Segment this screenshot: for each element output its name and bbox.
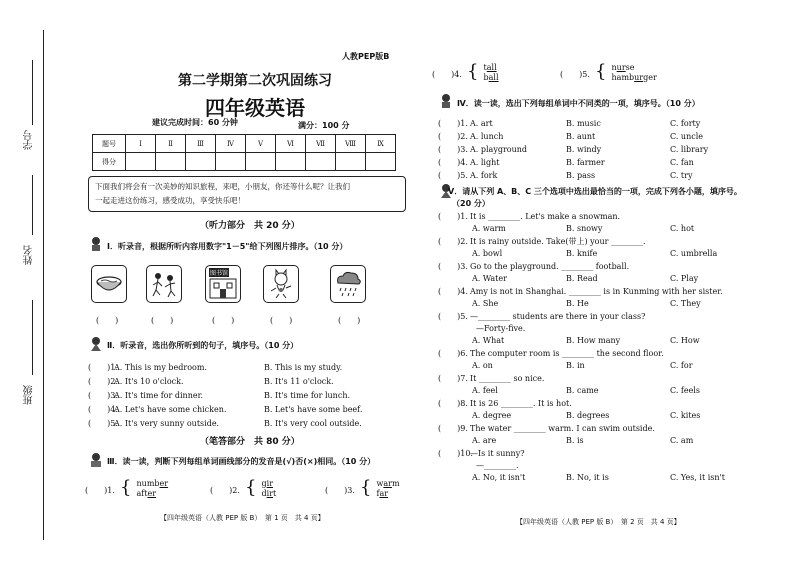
score-cell[interactable] — [336, 153, 366, 171]
q5-stem: The water ________ warm. I can swim outside. — [470, 424, 655, 433]
q3-item-number[interactable]: ( )3. — [325, 486, 355, 495]
picture-kids-playing — [146, 265, 182, 303]
q5-item-number[interactable]: ( )1. — [438, 212, 468, 221]
q5-option-a: A. feel — [472, 386, 498, 395]
q5-option-a: A. are — [472, 436, 497, 445]
q4-option-c: C. forty — [670, 119, 701, 128]
q5-option-c: C. They — [670, 299, 701, 308]
word: hamburger — [611, 72, 657, 82]
q5-stem: It is 26 ________. It is hot. — [470, 399, 572, 408]
score-table-row-label: 得分 — [93, 153, 126, 171]
q4-option-b: B. pass — [566, 171, 596, 180]
q5-item-number[interactable]: ( )10. — [438, 449, 473, 458]
q5-option-c: C. Yes, it isn't — [670, 473, 725, 482]
q5-stem: It is rainy outside. Take(带上) your ________. — [470, 237, 646, 246]
score-cell[interactable] — [156, 153, 186, 171]
q5-option-c: C. umbrella — [670, 249, 718, 258]
word: far — [376, 488, 389, 498]
banner-line-1: 下面我们将会有一次美妙的知识旅程，来吧，小朋友，你还等什么呢？让我们 — [95, 182, 350, 191]
q2-item-number[interactable]: ( )4. — [88, 405, 118, 414]
q5-option-a: A. warm — [472, 224, 506, 233]
q2-item-number[interactable]: ( )2. — [88, 377, 118, 386]
brace: { — [359, 477, 372, 498]
q5-option-b: B. Read — [566, 274, 598, 283]
score-col: Ⅰ — [126, 135, 156, 153]
score-cell[interactable] — [186, 153, 216, 171]
picture-noodle-bowl — [91, 265, 127, 303]
q5-item-number[interactable]: ( )5. — [438, 312, 468, 321]
word: number — [136, 478, 169, 488]
q4-option-c: C. fan — [670, 158, 694, 167]
picture-cat — [263, 265, 299, 303]
score-col: Ⅳ — [216, 135, 246, 153]
q2-option-b: B. Let's have some beef. — [264, 405, 363, 414]
word-pair — [137, 479, 169, 499]
q5-option-b: B. snowy — [566, 224, 603, 233]
q3-item-number[interactable]: ( )4. — [432, 70, 462, 79]
picture-rain-cloud — [330, 265, 366, 303]
q5-option-c: C. hot — [670, 224, 695, 233]
score-col: Ⅸ — [366, 135, 396, 153]
word: after — [136, 488, 157, 498]
q4-option-b: B. aunt — [566, 132, 596, 141]
q2-item-number[interactable]: ( )1. — [88, 363, 118, 372]
score-table-header-label: 题号 — [93, 135, 126, 153]
q5-score: （20 分） — [452, 199, 490, 208]
exam-title: 第二学期第二次巩固练习 — [178, 73, 332, 89]
q5-option-b: B. in — [566, 361, 585, 370]
score-cell[interactable] — [366, 153, 396, 171]
q2-option-a: A. It's time for dinner. — [114, 391, 204, 400]
picture-library — [205, 265, 241, 303]
score-table — [92, 134, 396, 171]
word-pair — [612, 63, 657, 83]
q3-item-number[interactable]: ( )1. — [85, 486, 115, 495]
q5-item-number[interactable]: ( )8. — [438, 399, 468, 408]
q5-stem-reply: —________. — [476, 461, 519, 470]
q2-option-a: A. It's very sunny outside. — [114, 419, 220, 428]
q4-option-c: C. uncle — [670, 132, 703, 141]
q4-option-b: B. farmer — [566, 158, 605, 167]
q3-item-number[interactable]: ( )2. — [210, 486, 240, 495]
q4-item-number[interactable]: ( )2. — [438, 132, 468, 141]
q4-title: Ⅳ．读一读，选出下列每组单词中不同类的一项，填序号。（10 分） — [457, 99, 700, 108]
q5-item-number[interactable]: ( )7. — [438, 374, 468, 383]
brace: { — [594, 61, 607, 82]
rain-cloud-icon — [331, 266, 365, 302]
binding-line — [43, 30, 44, 540]
q2-item-3 — [88, 391, 408, 401]
q4-option-c: C. library — [670, 145, 709, 154]
q5-item-number[interactable]: ( )6. — [438, 349, 468, 358]
word: dirt — [261, 488, 277, 498]
footer-page-1: 【四年级英语（人教 PEP 版 B） 第 1 页 共 4 页】 — [160, 514, 325, 522]
kids-playing-icon — [147, 266, 181, 302]
q5-item-number[interactable]: ( )2. — [438, 237, 468, 246]
q1-answer-slot-4[interactable]: ( ) — [270, 316, 293, 325]
q5-option-b: B. No, it is — [566, 473, 609, 482]
q4-option-a: A. playground — [470, 145, 528, 154]
noodle-bowl-icon — [92, 266, 126, 302]
q5-option-a: A. degree — [472, 411, 512, 420]
q5-option-b: B. knife — [566, 249, 598, 258]
q2-item-2 — [88, 377, 408, 387]
q2-option-b: B. It's 11 o'clock. — [264, 377, 334, 386]
brace: { — [244, 477, 257, 498]
q5-option-b: B. How many — [566, 336, 621, 345]
q5-option-c: C. kites — [670, 411, 701, 420]
cartoon-cat-icon — [264, 266, 298, 302]
q2-item-4 — [88, 405, 408, 415]
score-cell[interactable] — [276, 153, 306, 171]
q5-option-c: C. How — [670, 336, 700, 345]
word: gir — [261, 478, 274, 488]
subject-title: 四年级英语 — [205, 96, 305, 120]
score-col: Ⅷ — [336, 135, 366, 153]
q4-item-5 — [438, 171, 738, 181]
q5-stem: It ________ so nice. — [470, 374, 545, 383]
q2-option-a: A. This is my bedroom. — [114, 363, 207, 372]
q5-stem: It is ________. Let's make a snowman. — [470, 212, 621, 221]
q2-option-b: B. It's time for lunch. — [264, 391, 351, 400]
q3-item-2 — [210, 478, 276, 499]
q1-answer-slot-5[interactable]: ( ) — [338, 316, 361, 325]
margin-label-student-number: 学号 — [24, 130, 35, 150]
word: nurse — [611, 62, 635, 72]
cartoon-girl-icon — [88, 336, 104, 352]
word-pair — [262, 479, 277, 499]
q2-option-a: A. Let's have some chicken. — [114, 405, 227, 414]
margin-underline-student-number — [32, 60, 33, 125]
q4-option-b: B. music — [566, 119, 601, 128]
q2-item-1 — [88, 363, 408, 373]
q4-item-4 — [438, 158, 738, 168]
score-col: Ⅵ — [276, 135, 306, 153]
q5-stem: —________ students are there in your class? — [470, 312, 646, 321]
margin-underline-class — [32, 300, 33, 375]
q5-option-b: B. He — [566, 299, 589, 308]
writing-heading: （笔答部分 共 80 分） — [200, 437, 300, 447]
q5-option-c: C. Play — [670, 274, 699, 283]
q5-stem: The computer room is ________ the second floor. — [470, 349, 664, 358]
q5-option-a: A. She — [472, 299, 499, 308]
listening-heading: （听力部分 共 20 分） — [200, 221, 300, 231]
banner-line-2: 一起走进这份练习，感受成功，享受快乐吧！ — [95, 196, 245, 205]
q4-option-a: A. fork — [470, 171, 498, 180]
q5-option-b: B. degrees — [566, 411, 610, 420]
time-note: 建议完成时间：60 分钟 — [152, 118, 238, 127]
q5-stem: Amy is not in Shanghai. ________ is in Kunming with her sister. — [470, 287, 723, 296]
q3-item-4 — [432, 62, 499, 83]
q5-option-c: C. feels — [670, 386, 701, 395]
score-col: Ⅴ — [246, 135, 276, 153]
q2-option-b: B. This is my study. — [264, 363, 343, 372]
margin-label-class: 班级 — [24, 385, 35, 405]
q4-option-a: A. lunch — [470, 132, 504, 141]
word: tall — [483, 62, 497, 72]
q5-option-a: A. No, it isn't — [472, 473, 526, 482]
q4-item-number[interactable]: ( )3. — [438, 145, 468, 154]
score-col: Ⅲ — [186, 135, 216, 153]
q5-option-b: B. came — [566, 386, 599, 395]
q4-item-2 — [438, 132, 738, 142]
intro-banner — [88, 176, 406, 212]
edition-tag: 人教PEP版B — [342, 52, 390, 61]
score-cell[interactable] — [216, 153, 246, 171]
q5-stem-reply: —Forty-five. — [476, 324, 526, 333]
margin-underline-name — [32, 175, 33, 235]
q1-answer-slot-3[interactable]: ( ) — [212, 316, 235, 325]
q5-stem: Go to the playground. ________ football. — [470, 262, 630, 271]
q5-title: Ⅴ．请从下列 A、B、C 三个选项中选出最恰当的一项，完成下列各小题，填序号。 — [448, 187, 742, 196]
q5-option-a: A. bowl — [472, 249, 503, 258]
q5-option-a: A. Water — [472, 274, 507, 283]
cartoon-boy-icon — [88, 236, 104, 252]
q4-item-number[interactable]: ( )4. — [438, 158, 468, 167]
q5-item-number[interactable]: ( )4. — [438, 287, 468, 296]
q4-item-1 — [438, 119, 738, 129]
q5-option-c: C. for — [670, 361, 693, 370]
word-pair — [377, 479, 400, 499]
score-col: Ⅱ — [156, 135, 186, 153]
q5-option-b: B. is — [566, 436, 584, 445]
q1-title: Ⅰ．听录音，根据所听内容用数字"1－5"给下列图片排序。（10 分） — [107, 242, 348, 251]
q5-option-a: A. on — [472, 361, 493, 370]
q4-item-3 — [438, 145, 738, 155]
q4-item-number[interactable]: ( )5. — [438, 171, 468, 180]
word-pair — [484, 63, 499, 83]
footer-page-2: 【四年级英语（人教 PEP 版 B） 第 2 页 共 4 页】 — [516, 518, 681, 526]
q3-title: Ⅲ．读一读，判断下列每组单词画线部分的发音是(√)否(×)相同。（10 分） — [107, 457, 376, 466]
score-cell[interactable] — [126, 153, 156, 171]
q2-item-number[interactable]: ( )3. — [88, 391, 118, 400]
q5-option-a: A. What — [472, 336, 505, 345]
brace: { — [466, 61, 479, 82]
q2-item-5 — [88, 419, 408, 429]
q5-item-number[interactable]: ( )3. — [438, 262, 468, 271]
word: warm — [376, 478, 400, 488]
q4-option-a: A. light — [470, 158, 500, 167]
q1-answer-slot-2[interactable]: ( ) — [151, 316, 174, 325]
cartoon-reader-icon — [88, 452, 104, 468]
score-cell[interactable] — [306, 153, 336, 171]
q2-title: Ⅱ．听录音，选出你所听到的句子，填序号。（10 分） — [107, 341, 299, 350]
q4-option-b: B. windy — [566, 145, 602, 154]
q4-option-c: C. try — [670, 171, 693, 180]
full-score: 满分：100 分 — [298, 121, 350, 130]
score-col: Ⅶ — [306, 135, 336, 153]
q4-item-number[interactable]: ( )1. — [438, 119, 468, 128]
q2-item-number[interactable]: ( )5. — [88, 419, 118, 428]
word: ball — [483, 72, 499, 82]
q3-item-1 — [85, 478, 168, 499]
q2-option-b: B. It's very cool outside. — [264, 419, 362, 428]
cartoon-student-icon — [438, 93, 454, 109]
library-sign: 图书馆 — [210, 270, 229, 277]
score-cell[interactable] — [246, 153, 276, 171]
q2-option-a: A. It's 10 o'clock. — [114, 377, 184, 386]
q4-option-a: A. art — [470, 119, 493, 128]
q3-item-number[interactable]: ( )5. — [560, 70, 590, 79]
q5-item-number[interactable]: ( )9. — [438, 424, 468, 433]
q5-stem: —Is it sunny? — [470, 449, 525, 458]
q3-item-3 — [325, 478, 400, 499]
brace: { — [119, 477, 132, 498]
q3-item-5 — [560, 62, 657, 83]
q1-answer-slot-1[interactable]: ( ) — [96, 316, 119, 325]
q5-option-c: C. am — [670, 436, 694, 445]
margin-label-name: 姓名 — [24, 245, 35, 265]
